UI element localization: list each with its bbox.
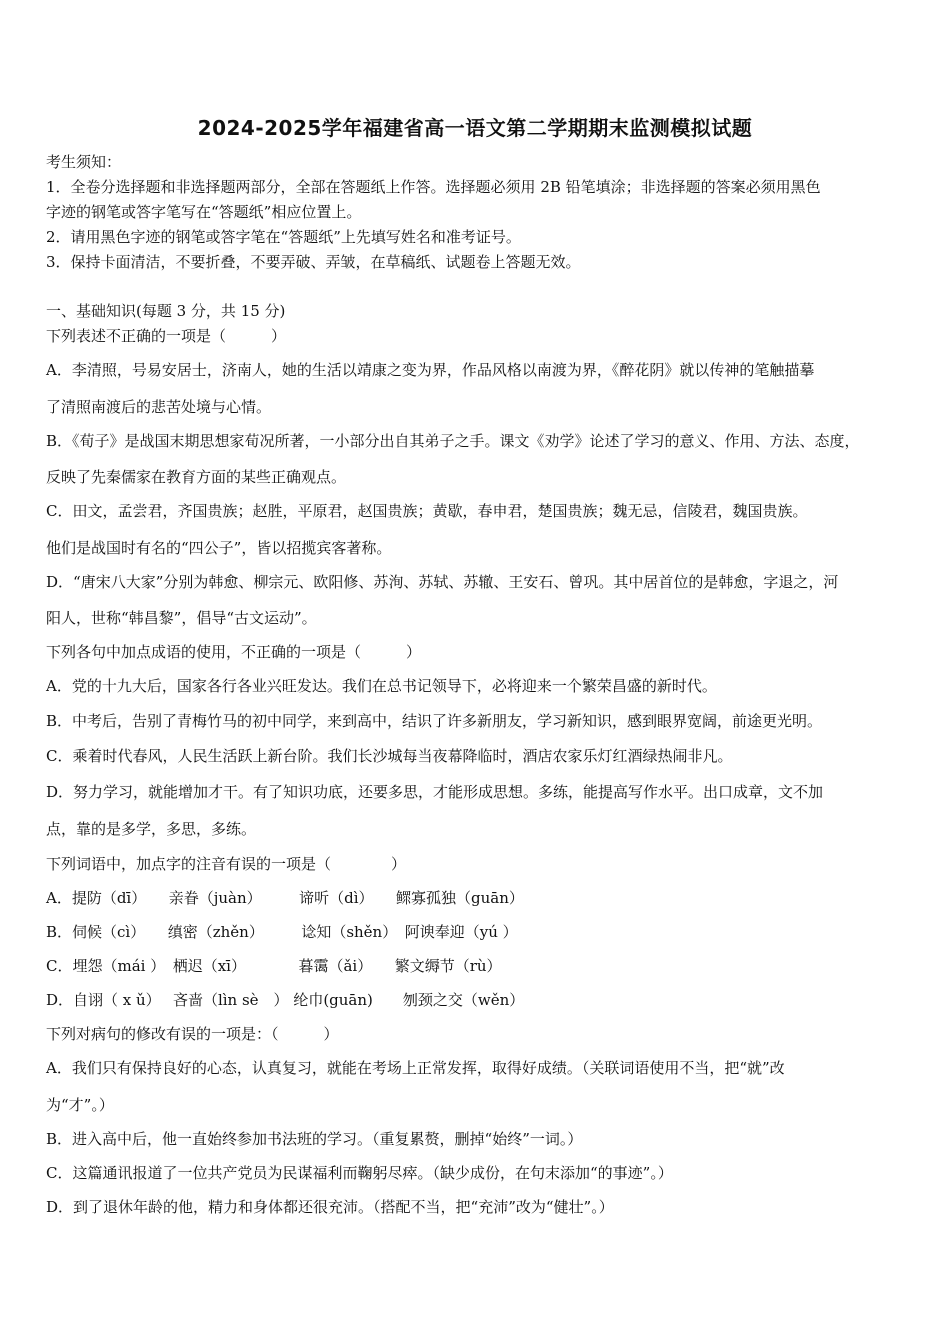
question-1-option-b-cont: 反映了先秦儒家在教育方面的某些正确观点。 [46,468,347,486]
question-1-option-c-cont: 他们是战国时有名的“四公子”，皆以招揽宾客著称。 [46,539,392,557]
question-1-option-a-cont: 了清照南渡后的悲苦处境与心情。 [46,398,272,416]
question-1-option-d: D．“唐宋八大家”分别为韩愈、柳宗元、欧阳修、苏洵、苏轼、苏辙、王安石、曾巩。其中居首位的是韩愈，字退之，河 [46,573,839,591]
question-1-option-b: B．《荀子》是战国末期思想家荀况所著，一小部分出自其弟子之手。课文《劝学》论述了学习的意义、作用、方法、态度， [46,432,860,450]
question-2-option-a: A．党的十九大后，国家各行各业兴旺发达。我们在总书记领导下，必将迎来一个繁荣昌盛的新时代。 [46,677,717,695]
question-4-option-d: D．到了退休年龄的他，精力和身体都还很充沛。（搭配不当，把“充沛”改为“健壮”。） [46,1198,614,1216]
section-heading: 一、基础知识(每题 3 分，共 15 分) [46,302,286,320]
question-3-option-b: B．伺候（cì） 缜密（zhěn） 谂知（shěn） 阿谀奉迎（yú ） [46,923,518,941]
notice-heading: 考生须知： [46,153,122,171]
question-2-stem: 下列各句中加点成语的使用，不正确的一项是（ ） [46,643,422,661]
question-4-option-b: B．进入高中后，他一直始终参加书法班的学习。（重复累赘，删掉“始终”一词。） [46,1130,583,1148]
question-1-option-a: A．李清照，号易安居士，济南人，她的生活以靖康之变为界，作品风格以南渡为界，《醉花阴》就以传神的笔触描摹 [46,361,815,379]
question-4-option-c: C．这篇通讯报道了一位共产党员为民谋福利而鞠躬尽瘁。（缺少成份，在句末添加“的事迹”。） [46,1164,673,1182]
notice-item-2: 2．请用黑色字迹的钢笔或答字笔在“答题纸”上先填写姓名和准考证号。 [46,228,521,246]
question-1-stem: 下列表述不正确的一项是（ ） [46,327,287,345]
question-1-option-c: C．田文，孟尝君，齐国贵族；赵胜，平原君，赵国贵族；黄歇，春申君，楚国贵族；魏无忌，信陵君，魏国贵族。 [46,502,808,520]
question-3-option-c: C．埋怨（mái ） 栖迟（xī） 暮霭（ǎi） 繁文缛节（rù） [46,957,502,975]
question-3-option-d: D．自诩（ x ǔ） 吝啬（lìn sè ） 纶巾(guān) 刎颈之交（wěn） [46,991,525,1009]
question-1-option-d-cont: 阳人，世称“韩昌黎”，倡导“古文运动”。 [46,609,317,627]
exam-title: 2024-2025学年福建省高一语文第二学期期末监测模拟试题 [197,116,753,140]
question-3-stem: 下列词语中，加点字的注音有误的一项是（ ） [46,855,407,873]
question-2-option-b: B．中考后，告别了青梅竹马的初中同学，来到高中，结识了许多新朋友，学习新知识，感到眼界宽阔，前途更光明。 [46,712,823,730]
notice-item-3: 3．保持卡面清洁，不要折叠，不要弄破、弄皱，在草稿纸、试题卷上答题无效。 [46,253,581,271]
notice-item-1: 1．全卷分选择题和非选择题两部分，全部在答题纸上作答。选择题必须用 2B 铅笔填涂；非选择题的答案必须用黑色 [46,178,821,196]
question-3-option-a: A．提防（dī） 亲眷（juàn） 谛听（dì） 鳏寡孤独（guān） [46,889,524,907]
question-2-option-d-cont: 点，靠的是多学，多思，多练。 [46,820,257,838]
notice-item-1-cont: 字迹的钢笔或答字笔写在“答题纸”相应位置上。 [46,203,362,221]
question-4-option-a-cont: 为“才”。） [46,1096,114,1114]
question-4-option-a: A．我们只有保持良好的心态，认真复习，就能在考场上正常发挥，取得好成绩。（关联词语使用不当，把“就”改 [46,1059,785,1077]
question-4-stem: 下列对病句的修改有误的一项是：（ ） [46,1025,339,1043]
question-2-option-c: C．乘着时代春风，人民生活跃上新台阶。我们长沙城每当夜幕降临时，酒店农家乐灯红酒绿热闹非凡。 [46,747,733,765]
question-2-option-d: D．努力学习，就能增加才干。有了知识功底，还要多思，才能形成思想。多练，能提高写作水平。出口成章，文不加 [46,783,824,801]
